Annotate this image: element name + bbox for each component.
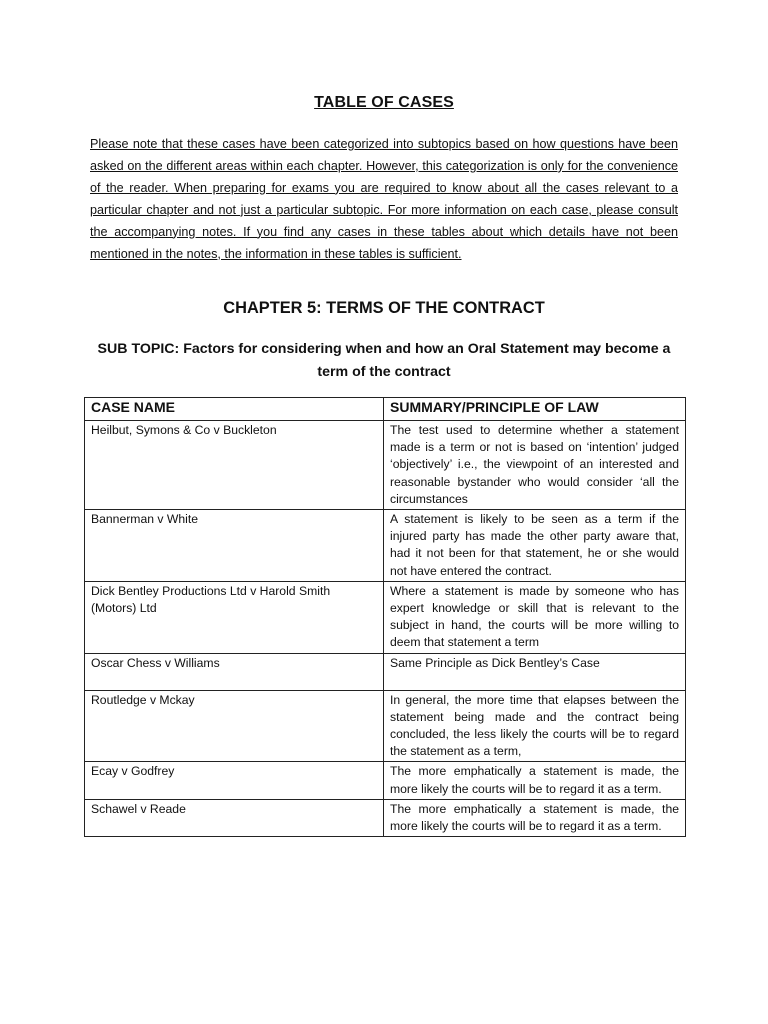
intro-note: Please note that these cases have been categorized into subtopics based on how questions have been asked on the different areas within each chapter. However, this categorization is only for the convenience of the reader. When preparing for exams you are required to know about all the cases relevant to a particular chapter and not just a particular subtopic. For more information on each case, please consult the accompanying notes. If you find any cases in these tables about which details have not been mentioned in the notes, the information in these tables is sufficient. [90, 137, 678, 261]
summary-cell: The more emphatically a statement is made, the more likely the courts will be to regard it as a term. [384, 762, 686, 799]
summary-cell: A statement is likely to be seen as a term if the injured party has made the other party aware that, had it not been for that statement, he or she would not have entered the contract. [384, 510, 686, 582]
summary-cell: In general, the more time that elapses between the statement being made and the contract being concluded, the less likely the courts will be to regard the statement as a term, [384, 690, 686, 762]
case-name-cell: Oscar Chess v Williams [85, 653, 384, 690]
column-header-case-name: CASE NAME [85, 398, 384, 421]
page-title: TABLE OF CASES [314, 94, 454, 111]
cases-table [84, 397, 686, 837]
chapter-heading: CHAPTER 5: TERMS OF THE CONTRACT [223, 299, 545, 317]
table-header-row [85, 398, 686, 421]
case-name-cell: Schawel v Reade [85, 799, 384, 836]
summary-cell: Where a statement is made by someone who has expert knowledge or skill that is relevant to the subject in hand, the courts will be more willing to deem that statement a term [384, 581, 686, 653]
table-row [85, 510, 686, 582]
table-row [85, 799, 686, 836]
table-row [85, 581, 686, 653]
table-row [85, 690, 686, 762]
column-header-summary: SUMMARY/PRINCIPLE OF LAW [384, 398, 686, 421]
case-name-cell: Ecay v Godfrey [85, 762, 384, 799]
summary-cell: Same Principle as Dick Bentley’s Case [384, 653, 686, 690]
table-row [85, 762, 686, 799]
table-row [85, 421, 686, 510]
summary-cell: The more emphatically a statement is made, the more likely the courts will be to regard it as a term. [384, 799, 686, 836]
table-row [85, 653, 686, 690]
case-name-cell: Bannerman v White [85, 510, 384, 582]
summary-cell: The test used to determine whether a statement made is a term or not is based on ‘intention’ judged ‘objectively’ i.e., the viewpoint of an interested and reasonable bystander who would consider ‘all the circumstances [384, 421, 686, 510]
case-name-cell: Dick Bentley Productions Ltd v Harold Smith (Motors) Ltd [85, 581, 384, 653]
case-name-cell: Routledge v Mckay [85, 690, 384, 762]
subtopic-heading: SUB TOPIC: Factors for considering when and how an Oral Statement may become a term of the contract [97, 341, 671, 380]
case-name-cell: Heilbut, Symons & Co v Buckleton [85, 421, 384, 510]
